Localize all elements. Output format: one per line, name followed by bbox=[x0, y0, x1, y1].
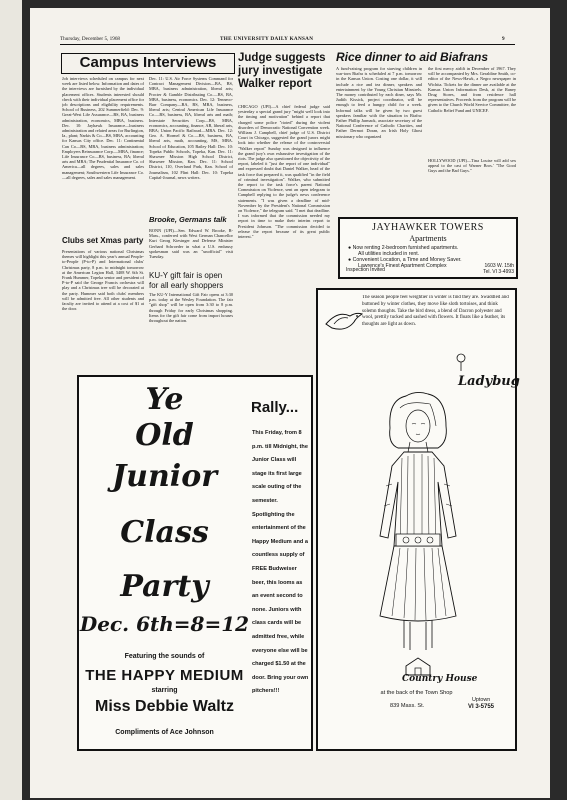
header-paper-name: THE UNIVERSITY DAILY KANSAN bbox=[220, 36, 314, 42]
house-icon bbox=[404, 656, 432, 676]
ladybug-brand: Ladybug bbox=[458, 374, 520, 389]
xmas-headline: Clubs set Xmas party bbox=[62, 236, 144, 245]
jayhawker-title: JAYHAWKER TOWERS bbox=[372, 222, 484, 233]
jayhawker-b2-text: Convenient Location, a Time and Money Saver. bbox=[352, 257, 462, 263]
country-house-phone: VI 3-5755 bbox=[468, 704, 495, 710]
country-house-subtitle: at the back of the Town Shop bbox=[380, 690, 453, 696]
rally-title: Rally... bbox=[251, 399, 299, 416]
bird-icon bbox=[324, 306, 364, 336]
jayhawker-inspection: Inspection Invited bbox=[346, 267, 385, 273]
header-date: Thursday, December 5, 1968 bbox=[60, 36, 121, 42]
kuy-body: The KU-Y International Gift Fair opens at 3:30 p.m. today at the Wesley Foundation. The fair "gift shop" will be open from 3:30 to 8 p.m. through Friday for early Christmas shopping. Items for the gift fair come from import houses throughout the nation. bbox=[149, 292, 233, 324]
jayhawker-phone: Tel. VI 3-4993 bbox=[483, 269, 514, 275]
campus-interviews-box bbox=[61, 53, 235, 74]
jayhawker-address: 1603 W. 15th bbox=[484, 263, 514, 269]
country-house-name: Country House bbox=[402, 674, 478, 684]
hollywood-brief: HOLLYWOOD (UPI)—Tina Louise will add sex appeal to the cast of Warner Bros.' "The Good Guys and the Bad Guys." bbox=[428, 158, 516, 174]
jayhawker-subtitle: Apartments bbox=[409, 234, 447, 243]
ye-featuring: Featuring the sounds of bbox=[124, 653, 205, 660]
ye-band: THE HAPPY MEDIUM bbox=[85, 667, 244, 684]
jayhawker-bullet-1: ● Now renting 2-bedroom furnished apartments. bbox=[348, 245, 459, 251]
judge-headline: Judge suggests jury investigate Walker report bbox=[238, 52, 326, 90]
jayhawker-towers-ad bbox=[338, 217, 518, 279]
rice-headline: Rice dinner to aid Biafrans bbox=[336, 50, 489, 64]
woman-dress-illustration bbox=[358, 386, 478, 656]
brooke-headline: Brooke, Germans talk bbox=[149, 215, 227, 224]
country-house-address: 839 Mass. St. bbox=[390, 703, 425, 709]
ye-line-4: Class bbox=[120, 515, 209, 550]
country-house-uptown: Uptown bbox=[472, 697, 491, 703]
ye-compliments: Compliments of Ace Johnson bbox=[115, 729, 214, 736]
adjacent-page-edge bbox=[0, 0, 22, 800]
header-rule bbox=[60, 44, 515, 45]
kuy-headline: KU-Y gift fair is open for all early shoppers bbox=[149, 271, 224, 290]
header-page-number: 9 bbox=[502, 36, 505, 42]
ladybug-copy: The season people feel weightier in winter is find they are. Swaddled and buttoned by winter clothes, they move like sloth tortoises, and think solemn thoughts. Take the bird dress, a blend of Dacron polyester and wool, prettily tucked and sashed with flowers. It floats like a feather, its thoughts are light as down. bbox=[362, 295, 509, 328]
jayhawker-b2b: Lawrence's Finest Apartment Complex bbox=[358, 263, 447, 269]
flower-icon bbox=[454, 352, 468, 372]
rice-col2: the first mercy airlift in December of 1967. They will be accompanied by Mrs. Geraldine Smith, co-editor of the News-Hawk, a Negro newspaper in Wichita. Tickets for the dinner are available at the Kansas Union Information Desk, at the Raney Drug Stores, and from residence hall representatives. Proceeds from the program will be given to the Church World Service Committee, the Catholic Relief Fund and UNICEF. bbox=[428, 66, 516, 113]
jayhawker-b1-text: Now renting 2-bedroom furnished apartments. bbox=[352, 245, 459, 251]
ye-date: Dec. 6th=8=12 bbox=[79, 612, 250, 636]
rice-col1: A fund-raising program for starving children in war-torn Biafra is scheduled at 7 p.m. tomorrow in the Kansas Union. Costing one dollar, it will include a rice and tea dinner, speakers and entertainment by the Young Christian Minstrels. The money contributed by each diner, says Mr. Judith Kissick, project coordinator, will be enough to feed a hungry child for a week. Informal talks will be given by two guest speakers familiar with the situation in Biafra: Father Phillip Jarmack, associate secretary of the National Conference of Catholic Charities, and Father Dermot Doran, an Irish Holy Ghost missionary who organized bbox=[336, 66, 422, 139]
campus-interviews-title: Campus Interviews bbox=[79, 54, 217, 71]
rally-ad bbox=[249, 375, 313, 751]
junior-class-party-ad bbox=[77, 375, 252, 751]
jayhawker-b1b: All utilities included in rent. bbox=[358, 251, 420, 257]
ye-line-1: Ye bbox=[145, 382, 184, 417]
campus-interviews-col1: Job interviews scheduled on campus for next week are listed below. Information and dates of the interviews are furnished by the individual placement offices. Students interested should check with their individual placement office for job descriptions and eligibility requirements. School of Business, 202 Summerfield: Dec. 9: Great-West Life Assurance—BS, BA, business administration, economics, MBA, business. Dec. 10: Jayhawk Insurance—business administration and related areas for Burlington, Ia., plant; Narkis & Co—BS, MBA, accounting for Kansas City office. Dec. 11: Continental Can Co—BS, MBA, business administration; Employers Reinsurance Corp.—MBA, finance; Life Insurance Co—BS, business, BA; liberal arts and MBA; The Prudential Insurance Co. of America—all degrees, sales and sales management; Southwestern Life Insurance Co.—all degrees, sales and sales management. bbox=[62, 76, 144, 180]
campus-interviews-col2: Dec. 11: U.S. Air Force Systems Command for Contract Management Division—BA, BS, MBA, business administration, liberal arts; Procter & Gamble Distributing Co.—BS, BA, MBA, business, economics. Dec. 12: Tenneco-Barr Company—BA, BS, MBA, business, liberal arts; Central American Life Insurance Co.—BS, business, BA, liberal arts and math; Interstate Securities Corp—BS, MBA, economics, accounting, finance, AB, liberal arts, BBA; Union Pacific Railroad—MBA. Dec. 12: Geo. A. Hormel & Co.—BS, business, BA, liberal arts, math, accounting, MS, MBA. School of Education, 105 Bailey Hall: Dec. 10: Topeka Public Schools, Topeka, Kan. Dec. 11: Shawnee Mission High School District, Shawnee Mission, Kan. Dec. 11: School District, 110, Overland Park, Kan. School of Journalism, 102 Flint Hall: Dec. 10: Topeka Capital-Journal, news writers. bbox=[149, 76, 233, 180]
xmas-body: Presentations of various national Christmas themes will highlight this year's annual People-to-People (P-to-P) and International clubs' Christmas party, 8 p.m. to midnight tomorrow at the American Legion Hall, 3408 W. 6th St. Frank Hummer, Topeka senior and president of P-to-P said the George Francis orchestra will play and a Christmas tree will be decorated at the party. Hummer said both clubs' members will be admitted free. All other students and faculty are invited to attend at a cost of $1 at the door. bbox=[62, 249, 144, 312]
ye-line-5: Party bbox=[120, 569, 209, 604]
ye-line-2: Old bbox=[135, 418, 194, 453]
jayhawker-bullet-2: ● Convenient Location, a Time and Money Saver. bbox=[348, 257, 462, 263]
ladybug-country-house-ad bbox=[316, 288, 520, 751]
judge-body: CHICAGO (UPI)—A chief federal judge said yesterday a special grand jury "might well look into the timing and motivation" behind a report that charged some police "rioted" during the violent disorders of Democratic National Convention week. William J. Campbell, chief judge of U.S. District Court in Chicago, suggested the grand jurors might look into whether the release of the controversial "Walker report" Sunday was designed to influence the grand jury's own exhaustive investigation of the riots. The judge also questioned the objectivity of the report, labeled it "just the report of one individual" and expressed doubt that Daniel Walker, head of the task force that prepared it, was qualified "in the field of criminal investigation". Walker, who submitted the report to the task force's parent National Commission on Violence, sent an open telegram to Campbell replying to the judge's news conference statements. "I was given a deadline of mid-November by the President's National Commission on Violence," the telegram said. "I met that deadline. I was informed that the commission needed my report in time to make their interim report to President Johnson. "The commission decided to release the report because of its great public interest." bbox=[238, 104, 330, 240]
ye-starring: starring bbox=[151, 687, 178, 694]
rally-body: This Friday, from 8 p.m. till Midnight, the Junior Class will stage its first large scale outing of the semester. Spotlighting the entertainment of the Happy Medium and a countless supply of FREE Budweiser beer, this looms as an event second to none. Juniors with class cards will be admitted free, while everyone else will be charged $1.50 at the door. Bring your own pitchers!!! bbox=[252, 430, 309, 695]
page-header bbox=[60, 36, 515, 44]
ye-singer: Miss Debbie Waltz bbox=[95, 698, 234, 715]
brooke-body: BONN (UPI)—Sen. Edward W. Brooke, R-Mass., conferred with West German Chancellor Kurt Georg Kiesinger and Defense Minister Gerhard Schroeder in what a U.S. embassy spokesman said was an "unofficial" visit Tuesday. bbox=[149, 228, 233, 260]
ye-line-3: Junior bbox=[111, 459, 218, 494]
